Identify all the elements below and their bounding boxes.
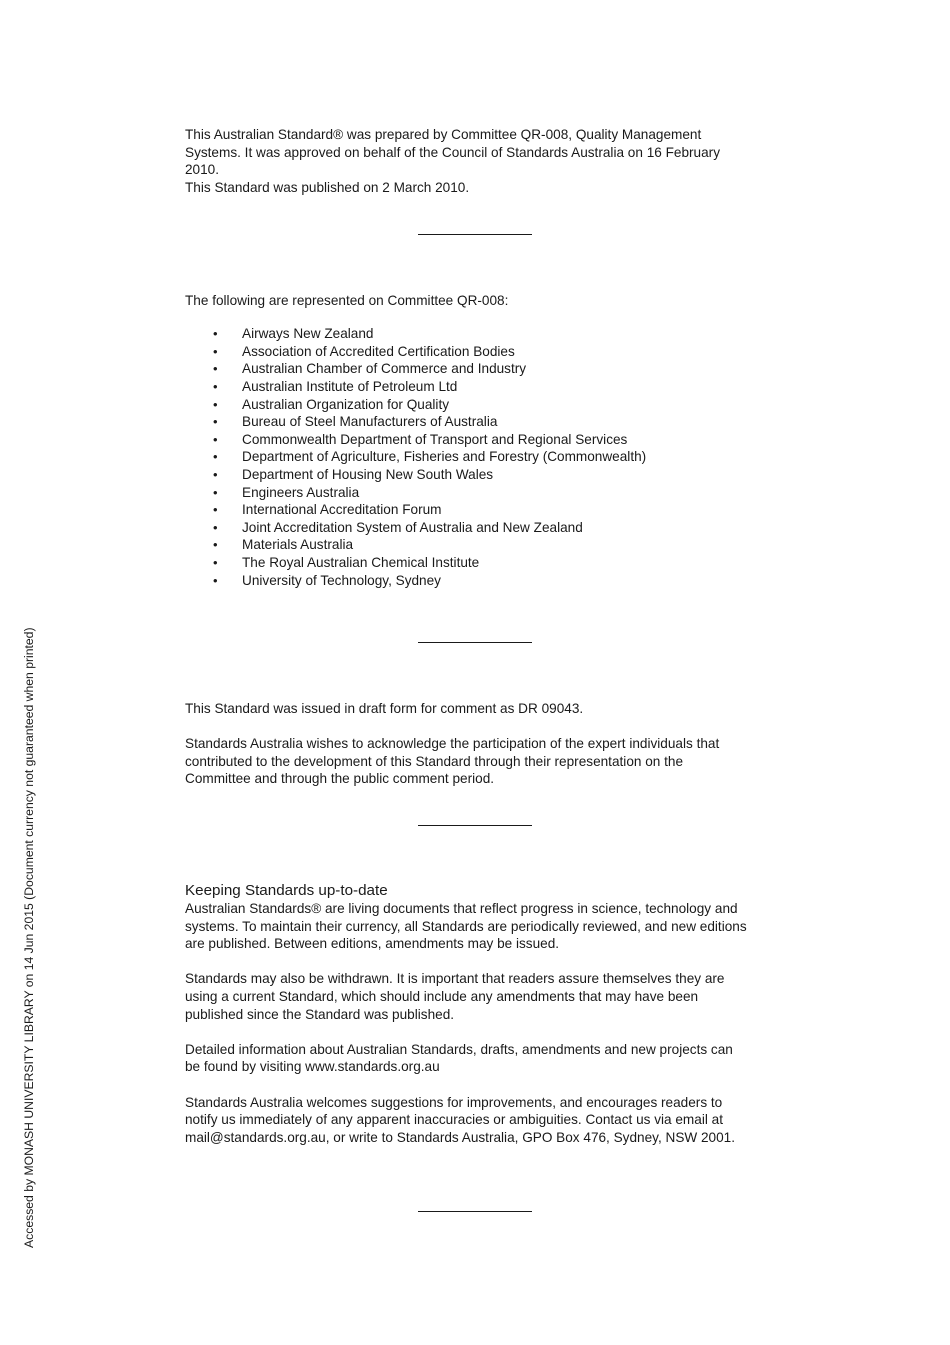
list-item: • Joint Accreditation System of Australia and New Zealand — [213, 519, 583, 535]
committee-section — [185, 292, 775, 589]
paragraph-line: systems. To maintain their currency, all Standards are periodically reviewed, and new editions — [185, 918, 747, 934]
list-item: • Engineers Australia — [213, 484, 360, 500]
list-item: • Commonwealth Department of Transport and Regional Services — [213, 431, 628, 447]
bullet-icon: • — [213, 484, 218, 500]
approval-statement — [185, 126, 775, 196]
bullet-icon: • — [213, 361, 218, 377]
paragraph-line: mail@standards.org.au, or write to Standards Australia, GPO Box 476, Sydney, NSW 2001. — [185, 1129, 736, 1145]
paragraph-line: be found by visiting www.standards.org.au — [185, 1059, 440, 1075]
paragraph-line: published since the Standard was published. — [185, 1006, 455, 1022]
keeping-up-to-date-section — [185, 881, 775, 1146]
section-divider — [418, 234, 532, 235]
bullet-icon: • — [213, 431, 218, 447]
list-item: • International Accreditation Forum — [213, 502, 442, 518]
section-divider — [418, 1211, 532, 1212]
paragraph-line: Standards may also be withdrawn. It is important that readers assure themselves they are — [185, 971, 725, 987]
approval-line: 2010. — [185, 162, 220, 178]
bullet-icon: • — [213, 449, 218, 465]
acknowledgement-line: Committee and through the public comment period. — [185, 771, 495, 787]
list-item: • Australian Institute of Petroleum Ltd — [213, 378, 458, 394]
list-item: • Department of Agriculture, Fisheries and Forestry (Commonwealth) — [213, 449, 647, 465]
list-item: • Association of Accredited Certification Bodies — [213, 343, 515, 359]
section-divider — [418, 642, 532, 643]
paragraph-line: are published. Between editions, amendments may be issued. — [185, 936, 560, 952]
paragraph-line: Standards Australia welcomes suggestions for improvements, and encourages readers to — [185, 1094, 723, 1110]
paragraph-line: Australian Standards® are living documents that reflect progress in science, technology and — [185, 901, 738, 916]
bullet-icon: • — [213, 519, 218, 535]
committee-intro: The following are represented on Committee QR-008: — [185, 293, 509, 308]
section-divider — [418, 825, 532, 826]
committee-member-list — [185, 325, 775, 589]
draft-issued: This Standard was issued in draft form for comment as DR 09043. — [185, 701, 584, 716]
approval-line: Systems. It was approved on behalf of the Council of Standards Australia on 16 February — [185, 144, 720, 160]
bullet-icon: • — [213, 396, 218, 412]
access-watermark: Accessed by MONASH UNIVERSITY LIBRARY on 14 Jun 2015 (Document currency not guaranteed when printed) — [22, 627, 36, 1248]
list-item: • Materials Australia — [213, 537, 354, 553]
bullet-icon: • — [213, 537, 218, 553]
list-item: • Department of Housing New South Wales — [213, 466, 494, 482]
draft-section — [185, 700, 775, 788]
section-heading: Keeping Standards up-to-date — [185, 882, 388, 899]
list-item: • The Royal Australian Chemical Institute — [213, 554, 480, 570]
acknowledgement-line: contributed to the development of this Standard through their representation on the — [185, 753, 684, 769]
paragraph-line: notify us immediately of any apparent inaccuracies or ambiguities. Contact us via email at — [185, 1112, 723, 1128]
bullet-icon: • — [213, 414, 218, 430]
approval-line: This Australian Standard® was prepared by Committee QR-008, Quality Management — [185, 127, 702, 142]
bullet-icon: • — [213, 502, 218, 518]
bullet-icon: • — [213, 554, 218, 570]
list-item: • University of Technology, Sydney — [213, 572, 441, 588]
bullet-icon: • — [213, 572, 218, 588]
bullet-icon: • — [213, 326, 218, 342]
list-item: • Bureau of Steel Manufacturers of Australia — [213, 414, 498, 430]
published-line: This Standard was published on 2 March 2010. — [185, 179, 470, 195]
list-item: • Australian Organization for Quality — [213, 396, 450, 412]
bullet-icon: • — [213, 466, 218, 482]
paragraph-line: Detailed information about Australian Standards, drafts, amendments and new projects can — [185, 1041, 733, 1057]
list-item: • Australian Chamber of Commerce and Industry — [213, 361, 527, 377]
bullet-icon: • — [213, 378, 218, 394]
bullet-icon: • — [213, 343, 218, 359]
list-item: • Airways New Zealand — [213, 326, 374, 342]
acknowledgement-line: Standards Australia wishes to acknowledge the participation of the expert individuals that — [185, 736, 720, 752]
paragraph-line: using a current Standard, which should include any amendments that may have been — [185, 988, 699, 1004]
